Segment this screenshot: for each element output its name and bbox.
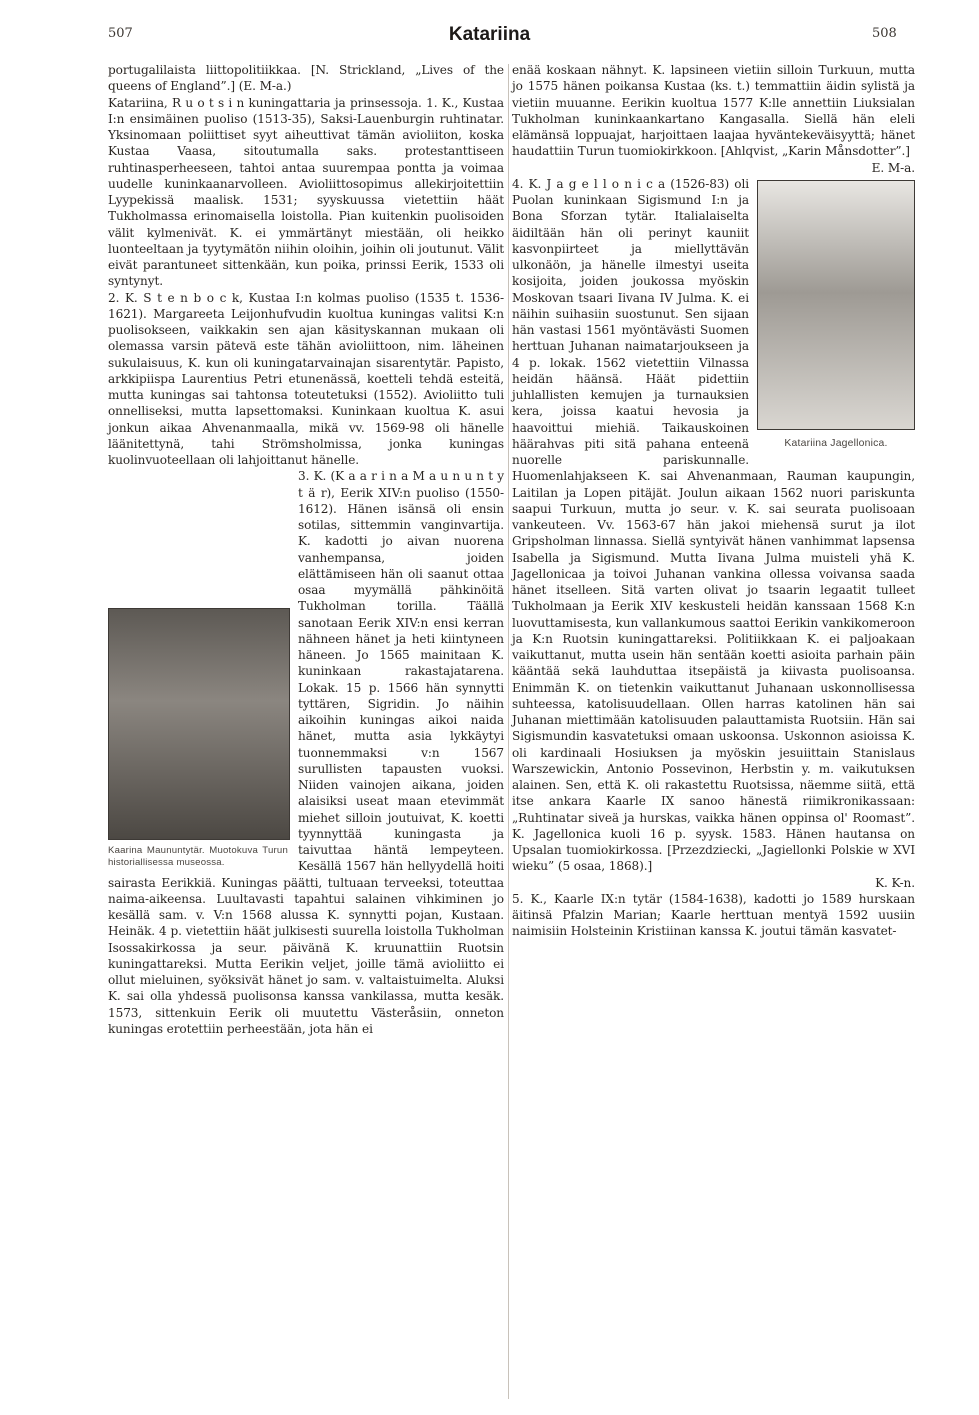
portrait-image: [108, 608, 290, 840]
signature: K. K-n.: [875, 875, 915, 890]
signature: E. M-a.: [871, 160, 915, 175]
portrait-figure-left: [108, 608, 288, 869]
left-column: [108, 62, 504, 1037]
portrait-caption: Kaarina Maununtytär. Muotokuva Turun historiallisessa museossa.: [108, 845, 288, 869]
paragraph: enää koskaan nähnyt. K. lapsineen vietiin silloin Turkuun, mutta jo 1575 hänen poikansa Kustaa (ks. t.) temmattiin äidin sylistä ja vietiin muuanne. Eerikin kuoltua 1577 K:lle annettiin Liuksialan Tukholman kuninkaankartano Kangasalla. Siellä hän eleli elämänsä loppuajat, harjoittaen laajaa hyväntekeväisyyttä; hänet haudattiin Turun tuomiokirkkoon. [Ahlqvist, „Karin Månsdotter”.]: [512, 63, 915, 159]
portrait-caption: Katariina Jagellonica.: [784, 437, 888, 449]
paragraph: portugalilaista liittopolitiikkaa. [N. Strickland, „Lives of the queens of England”.] (E. M-a.): [108, 63, 504, 94]
paragraph: 4. K. J a g e l l o n i c a (1526-83) oli Puolan kuninkaan Sigismund I:n ja Bona Sforzan tytär. Italialaiselta äidiltään hän oli perinyt kauniit kasvonpiirteet ja miellyttävän ulkonäön, ja hänelle ilmestyi useita kosijoita, joiden joukossa myöskin Moskovan tsaari Iivana IV Julma. K. ei näihin suihasiin suostunut. Sen sijaan hän vastasi 1561 myöntävästi Suomen herttuan Juhanan naimatarjoukseen ja 4 p. lokak. 1562 vietettiin Vilnassa heidän häänsä. Häät pidettiin juhlallisten kemujen ja turnauksien kera, joissa kaatui hevosia ja haavoittui miehiä. Taikauskoinen häärahvas piti sitä pahana enteenä nuorelle pariskunnalle. Huomenlahjakseen K. sai Ahvenanmaan, Rauman kaupungin, Laitilan ja Lopen pitäjät. Joulun aikaan 1562 nuori pariskunta saapui Turkuun, mutta jo seur. v. K. sai seurata puolisoaan vankeuteen. Vv. 1563-67 hän jakoi miehensä surut ja ilot Gripsholman linnassa. Siellä syntyivät hänen vanhimmat lapsensa Isabella ja Sigismund. Mutta Iivana Julma muisteli yhä K. Jagellonicaa ja toivoi Juhanan vankina ollessa voivansa saada hänet itselleen. Sitä varten olivat jo tsaarin legaatit tulleet Tukholmaan ja Eerik XIV keskusteli heidän kanssaan 1568 K:n luovuttamisesta, kun vallankumous saattoi Eerikin vankikomeroon ja K:n Ruotsin kuningattareksi. Politiikkaan K. ei paljoakaan vaikuttanut, mutta usein hän sentään koetti asioita parhain päin kääntää sekä lauhduttaa itsepäistä ja kiivasta puolisoansa. Enimmän K. on tietenkin vaikuttanut Juhanaan uskonnollisessa suhteessa, katolisuudellaan. Ollen harras katolinen hän sai Juhanan miettimään katolisuuden palauttamista Ruotsiin. Hän sai Sigismundin kasvatetuksi omaan uskoonsa. Uskonnon asioissa K. oli kardinaali Hosiuksen ja myöskin jesuiittain Stanislaus Warszewickin, Antonio Possevinon, Herbstin y. m. vaikutuksen alainen. Sen, että K. oli rakastettu Ruotsissa, näemme siitä, että itse ankara Kaarle IX sanoo hänestä riimikronikassaan: „Ruhtinatar siveä ja hurskas, vaikka hänen oppinsa ol' Roomast”. K. Jagellonica kuoli 16 p. syysk. 1583. Hänen hautansa on Upsalan tuomiokirkossa. [Przezdziecki, „Jagiellonki Polskie w XVI wieku” (5 osaa, 1868).]: [512, 176, 915, 874]
paragraph: Katariina, R u o t s i n kuningattaria ja prinsessoja. 1. K., Kustaa I:n ensimäinen puoliso (1513-35), Saksi-Lauenburgin ruhtinatar. Yksinomaan poliittiset syyt aiheuttivat tämän avioliiton, koska Kustaa Vaasa, sitoutumalla saks. protestanttiseen ruhtinasperheeseen, tahtoi antaa suurempaa pontta ja voimaa uudelle kuninkaanarvolleen. Avioliittosopimus allekirjoitettiin Lyypekissä maalisk. 1531; syyskuussa vietettiin häät Tukholmassa erinomaisella loistolla. Pian kuitenkin puolisoiden välit kylmenivät. K. ei ymmärtänyt miestään, oli heikko luonteeltaan ja tyytymätön niihin oloihin, joihin oli joutunut. Välit eivät parantuneet sittenkään, kun poika, prinssi Eerik, 1533 oli syntynyt.: [108, 95, 504, 289]
paragraph: 5. K., Kaarle IX:n tytär (1584-1638), kadotti jo 1589 hurskaan äitinsä Pfalzin Marian; Kaarle herttuan mentyä 1592 uusiin naimisiin Holsteinin Kristiinan kanssa K. joutui tämän kasvatet-: [512, 891, 915, 939]
paragraph: 3. K. (K a a r i n a M a u n u n t y t ä r), Eerik XIV:n puoliso (1550-1612). Hänen isänsä oli ensin sotilas, sittemmin vanginvartija. K. kadotti jo aivan nuorena vanhempansa, joiden elättämiseen hän oli saanut ottaa osaa myymällä pähkinöitä Tukholman torilla. Täällä sanotaan Eerik XIV:n ensi kerran nähneen hänet ja heti kiintyneen häneen. Jo 1565 mainitaan K. kuninkaan rakastajatarena. Lokak. 15 p. 1566 hän synnytti tyttären, Sigridin. Jo näihin aikoihin kuningas aikoi naida hänet, mutta asia lykkäytyi tuonnemmaksi v:n 1567 surullisten tapausten vuoksi. Niiden vainojen aikana, joiden alaisiksi useat maan etevimmät miehet silloin joutuivat, K. koetti tyynnyttää kuningasta ja taivuttaa häntä lempeyteen. Kesällä 1567 hän hellyydellä hoiti sairasta Eerikkiä. Kuningas päätti, tultuaan terveeksi, toteuttaa naima-aikeensa. Luultavasti tapahtui salainen vihkiminen jo kesällä sam. v. V:n 1568 alussa K. synnytti pojan, Kustaan. Heinäk. 4 p. vietettiin häät julkisesti suurella loistolla Tukholman Isossakirkossa ja seur. päivänä K. kruunattiin Ruotsin kuningattareksi. Mutta Eerikin veljet, joille tämä avioliitto ei ollut mieluinen, syöksivät hänet jo sam. v. valtaistuimelta. Aluksi K. sai olla yhdessä puolisonsa kanssa vankilassa, mutta kesäk. 1573, sittenkuin Eerik oli muutettu Västeråsiin, onneton kuningas erotettiin perheestään, jota hän ei: [108, 469, 504, 1036]
paragraph: 2. K. S t e n b o c k, Kustaa I:n kolmas puoliso (1535 t. 1536-1621). Margareeta Leijonhufvudin kuoltua kuningas valitsi K:n puolisokseen, vaikkakin sen ajan käsityskannan mukaan oli olemassa varsin pätevä este tähän avioliittoon, nim. läheinen sukulaisuus, K. kun oli kuningatarvainajan sisarentytär. Papisto, arkkipiispa Laurentius Petri etunenässä, koetteli tehdä esteitä, mutta kuningas sai tahtonsa toteutetuksi (1552). Avioliitto tuli onnelliseksi, mutta lapsettomaksi. Kuninkaan kuoltua K. asui jonkun aikaa Ahvenanmaalla, mikä vv. 1569-98 oli hänelle läänitettynä, tahi Strömsholmissa, jonka kuningas kuolinvuoteellaan oli lahjoittanut hänelle.: [108, 290, 504, 467]
portrait-figure-right: [757, 180, 915, 450]
column-divider: [508, 64, 509, 1399]
portrait-image: [757, 180, 915, 430]
page-number-right: 508: [872, 26, 897, 41]
page-title: Katariina: [448, 24, 531, 45]
page-number-left: 507: [108, 26, 133, 41]
right-column: [512, 62, 915, 940]
